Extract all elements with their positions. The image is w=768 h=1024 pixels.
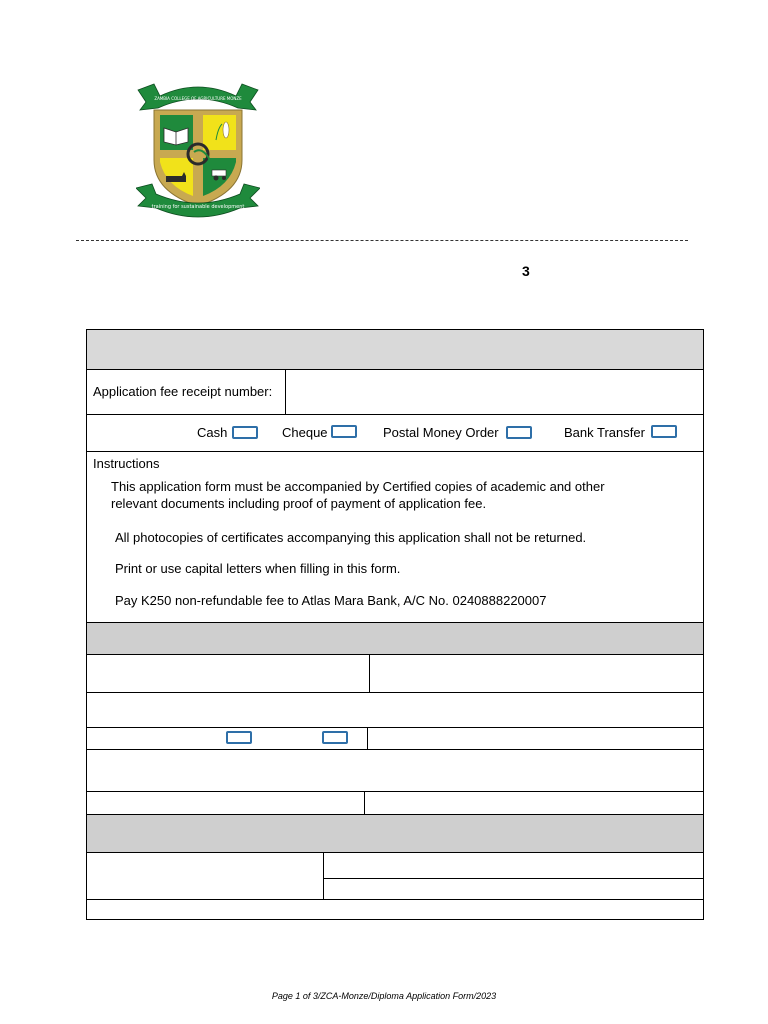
receipt-number-field[interactable]	[286, 370, 702, 414]
instruction-line-5: Pay K250 non-refundable fee to Atlas Mara Bank, A/C No. 0240888220007	[115, 593, 547, 608]
checkbox-bank-transfer[interactable]	[651, 425, 677, 438]
page-number: 3	[522, 263, 530, 279]
checkbox-cash[interactable]	[232, 426, 258, 439]
field-cell[interactable]	[87, 792, 364, 814]
field-cell[interactable]	[87, 853, 323, 899]
field-row-5	[87, 792, 703, 815]
payment-label-bank-transfer: Bank Transfer	[564, 425, 645, 440]
college-crest-logo	[136, 80, 260, 218]
checkbox-postal-money-order[interactable]	[506, 426, 532, 439]
checkbox-option-1[interactable]	[226, 731, 252, 744]
field-row-2[interactable]	[87, 693, 703, 728]
field-cell[interactable]	[87, 655, 369, 692]
payment-label-postal-money-order: Postal Money Order	[383, 425, 499, 440]
payment-method-row	[87, 415, 703, 452]
field-row-6	[87, 853, 703, 900]
page-footer: Page 1 of 3/ZCA-Monze/Diploma Application Form/2023	[271, 991, 497, 1001]
instructions-heading: Instructions	[93, 456, 160, 471]
field-row-1	[87, 655, 703, 693]
field-row-3	[87, 728, 703, 750]
instruction-line-1: This application form must be accompanied by Certified copies of academic and other	[111, 479, 605, 494]
instruction-line-3: All photocopies of certificates accompanying this application shall not be returned.	[115, 530, 587, 545]
receipt-label: Application fee receipt number:	[93, 384, 273, 399]
crest-top-text: ZAMBIA COLLEGE OF AGRICULTURE MONZE	[154, 96, 242, 101]
field-cell[interactable]	[324, 853, 702, 877]
payment-label-cheque: Cheque	[282, 425, 328, 440]
instruction-line-2: relevant documents including proof of payment of application fee.	[111, 496, 487, 511]
section-header-1	[87, 330, 703, 370]
instructions-block	[87, 452, 703, 623]
crest-motto-text: training for sustainable development	[151, 204, 245, 210]
field-row-7[interactable]	[87, 900, 703, 919]
field-cell[interactable]	[368, 728, 702, 749]
field-cell[interactable]	[324, 879, 702, 899]
receipt-row	[87, 370, 703, 415]
field-row-4[interactable]	[87, 750, 703, 792]
header-separator	[76, 240, 688, 241]
section-header-2	[87, 623, 703, 655]
field-cell[interactable]	[370, 655, 702, 692]
checkbox-cheque[interactable]	[331, 425, 357, 438]
field-cell[interactable]	[365, 792, 702, 814]
application-form	[86, 329, 704, 920]
payment-label-cash: Cash	[197, 425, 228, 440]
instruction-line-4: Print or use capital letters when filling in this form.	[115, 561, 401, 576]
section-header-3	[87, 815, 703, 853]
checkbox-option-2[interactable]	[322, 731, 348, 744]
